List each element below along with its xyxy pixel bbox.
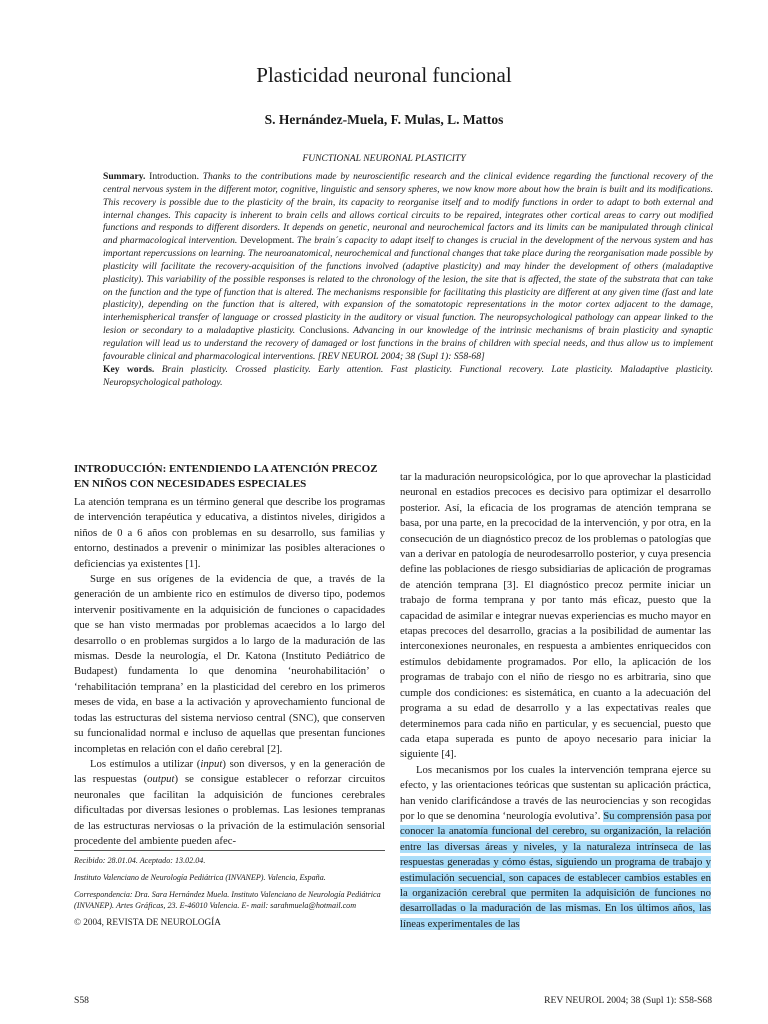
intro-text: Thanks to the contributions made by neuroscientific research and the clinical evidence regarding the functional recovery of the central nervous system in the different motor, cognitive, linguistic and sensory spheres, we now know more about how the brain is built and its modifications. This recovery is possible due to the plasticity of the brain, its capacity to reorganise itself and to modify functions in order to adapt to both external and internal changes. This capacity is inherent to brain cells and allows cortical circuits to be repaired, integrates other cortical areas to carry out modified functions and responds to different disorders. It depends on genetic, neuronal and neurochemical factors and its limits can be manipulated through clinical and pharmacological intervention. [103,171,713,247]
received-note: Recibido: 28.01.04. Aceptado: 13.02.04. [74,856,206,865]
paper-title: Plasticidad neuronal funcional [256,63,512,87]
right-column [400,470,711,932]
paragraph-1: La atención temprana es un término general que describe los programas de intervención terapéutica y educativa, a distintos niveles, dirigidos a niños de 0 a 6 años con problemas en su desarrollo, sus familias y entorno, destinados a prevenir o minimizar las posibles alteraciones o deficiencias ya existentes [1]. [74,496,385,570]
correspondence-note: Correspondencia: Dra. Sara Hernández Muela. Instituto Valenciano de Neurología Pediátrica (INVANEP). Artes Gráficas, 23. E-46010 Valencia. E- mail: sarahmuela@hotmail.com [74,890,381,910]
page-number: S58 [74,995,89,1006]
paragraph-2: Surge en sus orígenes de la evidencia de que, a través de la generación de un ambiente rico en estímulos de diverso tipo, podemos intervenir positivamente en la adquisición de funciones o capacidades que se han visto mermadas por problemas acaecidos a lo largo del desarrollo o en problemas surgidos a lo largo de la maduración de las mismas. Desde la neurología, el Dr. Katona (Instituto Pediátrico de Budapest) fundamenta lo que denomina ‘neurohabilitación’ o ‘rehabilitación temprana’ en la plasticidad del cerebro en los primeros meses de vida, en base a la activación y aprovechamiento funcional de todas las estructuras del sistema nervioso central (SNC), que conserven su funcionalidad normal e incluso de aquellas que presentan funciones incompletas en relación con el daño cerebral [2]. [74,573,385,755]
term-input: input [200,757,223,770]
highlighted-text[interactable]: Su comprensión pasa por conocer la anatomía funcional del cerebro, su organización, la relación entre las diversas áreas y niveles, y la naturaleza intrínseca de las respuestas generadas y cómo éstas, siguiendo un programa de trabajo y estimulación secuencial, son capaces de establecer cambios estables en la organización cerebral que permiten la adquisición de funciones no desarrolladas o la maduración de las mismas. En los últimos años, las líneas experimentales de las [400,809,712,930]
institution-note: Instituto Valenciano de Neurología Pediátrica (INVANEP). Valencia, España. [74,873,326,882]
conclusions-text: Advancing in our knowledge of the intrinsic mechanisms of brain plasticity and synaptic regulation will lead us to understand the recovery of damaged or lost functions in the brains of children with special needs, and thus allow us to implement favourable clinical and pharmacological interventions. [REV NEUROL 2004; 38 (Supl 1): S58-68] [103,325,714,362]
section-heading: INTRODUCCIÓN: ENTENDIENDO LA ATENCIÓN PRECOZ EN NIÑOS CON NECESIDADES ESPECIALES [74,463,378,490]
development-label: Development. [240,235,295,247]
authors: S. Hernández-Muela, F. Mulas, L. Mattos [264,112,504,127]
footnotes [74,850,385,934]
paragraph-3: Los estímulos a utilizar (input) son diversos, y en la generación de las respuestas (output) se consigue establecer o reforzar circuitos neuronales que facilitan la adquisición de funciones cerebrales dificultadas por diversas lesiones o problemas. Las lesiones tempranas de las estructuras nerviosas o la privación de la estimulación sensorial procedente del ambiente pueden afec- [74,757,386,847]
conclusions-label: Conclusions. [299,325,350,337]
left-column [74,462,385,849]
term-output: output [147,773,175,786]
keywords-text: Brain plasticity. Crossed plasticity. Early attention. Fast plasticity. Functional recovery. Late plasticity. Maladaptive plasticity. Neuropsychological pathology. [103,363,713,388]
intro-label: Introduction. [149,171,199,182]
keywords-label: Key words. [103,363,155,375]
paragraph-5 [400,763,711,932]
summary-label: Summary. [103,171,146,182]
english-title: FUNCTIONAL NEURONAL PLASTICITY [302,153,466,164]
journal-citation: REV NEUROL 2004; 38 (Supl 1): S58-S68 [544,995,712,1006]
paragraph-4: tar la maduración neuropsicológica, por lo que aprovechar la plasticidad neuronal en estadios precoces es decisivo para optimizar el desarrollo posterior. Así, la eficacia de los programas de atención temprana se basa, por una parte, en la precocidad de la intervención, y por otra, en la consecución de un diagnóstico precoz de los problemas o patologías que van a derivar en patología de neurodesarrollo posterior, y cuya presencia define las poblaciones de riesgo subsidiarias de aplicación de programas de atención temprana [3]. El diagnóstico precoz permite iniciar un trabajo de forma temprana y por tanto más eficaz, puesto que la capacidad de asimilar e integrar nuevas experiencias es mucho mayor en etapas precoces del desarrollo, gracias a la posibilidad de aumentar las interconexiones neuronales, en respuesta a ambientes enriquecidos con estímulos debidamente programados. Por ello, la aplicación de los programas de trabajo con el niño de riesgo no es arbitraria, sino que cumple dos condiciones: es sistemática, en cuanto a la adecuación del programa a su edad de desarrollo y a las expectativas reales que determinemos para cada niño en particular, y es secuencial, puesto que cada etapa superada es punto de apoyo necesario para iniciar la siguiente [4]. [400,471,711,761]
copyright-note: © 2004, REVISTA DE NEUROLOGÍA [74,917,221,927]
summary-abstract [103,171,713,389]
development-text: The brain´s capacity to adapt itself to changes is crucial in the development of the nervous system and has important repercussions on learning. The neuroanatomical, neurochemical and functional changes that take place during the reorganisation made possible by plasticity will facilitate the recovery-acquisition of the functions involved (adaptive plasticity) and may hinder the development of others (maladaptive plasticity). This variability of the possible responses is related to the chronology of the lesion, the site that is affected, the state of the substrata that can take on the function and the type of function that is altered. The mechanisms responsible for facilitating this plasticity are different at any given time (fast and late plasticity), depending on the function that is altered, with expansion of the somatotopic representations in the motor cortex adjacent to the damage, interhemispherical transfer of language or crossed plasticity in the auditory or visual function. The neuropsychological pathology can appear linked to the lesion or secondary to a maladaptive plasticity. [103,235,714,337]
paragraph-5-plain: Los mecanismos por los cuales la intervención temprana ejerce su efecto, y las orientaciones teóricas que sustentan su aplicación práctica, han venido clarificándose a través de las neurociencias y son recogidas por lo que se denomina ‘neurología evolutiva’. [400,763,711,822]
